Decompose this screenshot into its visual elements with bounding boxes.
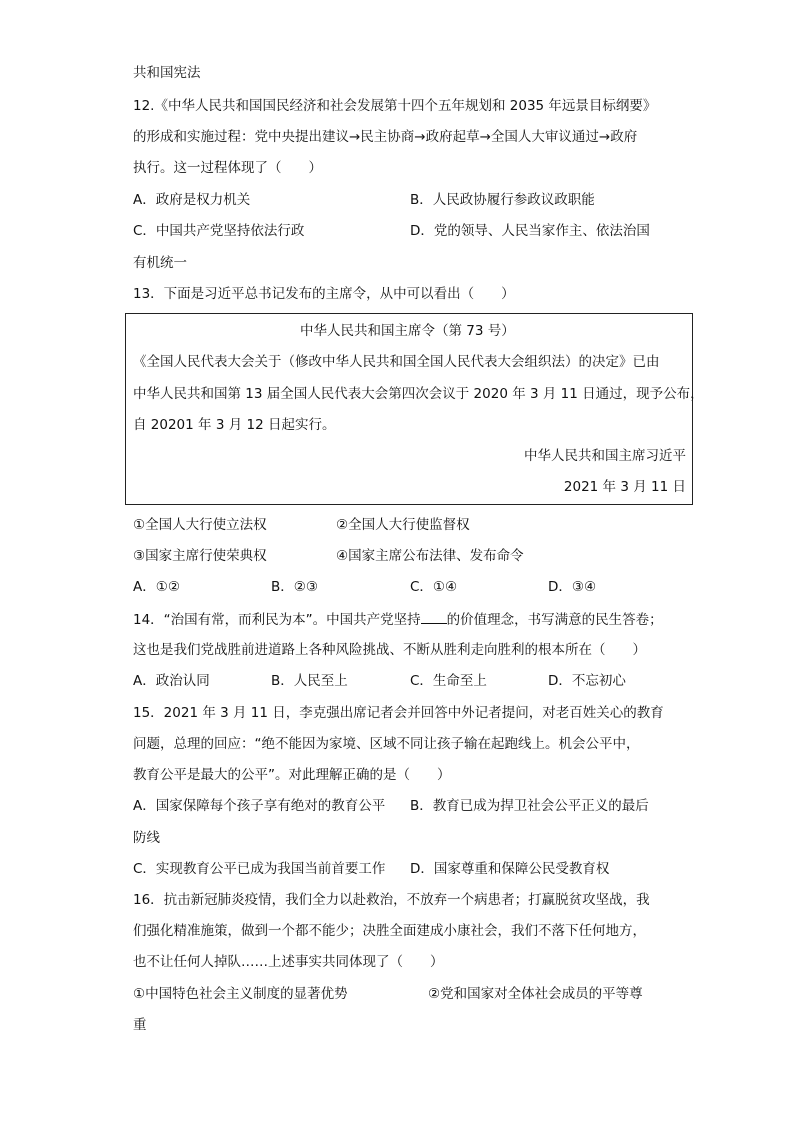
q15-stem-line1: 15．2021 年 3 月 11 日，李克强出席记者会并回答中外记者提问，对老百姓关心的教育 bbox=[133, 705, 664, 721]
q13-option-b[interactable]: B．②③ bbox=[271, 579, 318, 595]
q16-stem-line2: 们强化精准施策，做到一个都不能少；决胜全面建成小康社会，我们不落下任何地方， bbox=[133, 923, 646, 939]
q14-blank[interactable] bbox=[421, 609, 447, 624]
q16-stem-line1: 16．抗击新冠肺炎疫情，我们全力以赴救治，不放弃一个病患者；打赢脱贫攻坚战，我 bbox=[133, 892, 650, 908]
q14-option-d[interactable]: D．不忘初心 bbox=[548, 673, 626, 689]
order-body-line3: 自 20201 年 3 月 12 日起实行。 bbox=[133, 417, 336, 433]
q16-statement-2-cont: 重 bbox=[133, 1017, 147, 1033]
q16-statement-2: ②党和国家对全体社会成员的平等尊 bbox=[428, 986, 643, 1002]
q15-stem-line2: 问题，总理的回应：“绝不能因为家境、区域不同让孩子输在起跑线上。机会公平中， bbox=[133, 736, 640, 752]
order-body-line2: 中华人民共和国第 13 届全国人民代表大会第四次会议于 2020 年 3 月 11 日通过，现予公布， bbox=[133, 386, 704, 402]
q14-option-b[interactable]: B．人民至上 bbox=[271, 673, 348, 689]
q14-stem-part1: 14．“治国有常，而利民为本”。中国共产党坚持 bbox=[133, 612, 421, 628]
prev-question-tail: 共和国宪法 bbox=[133, 65, 201, 81]
q14-option-c[interactable]: C．生命至上 bbox=[410, 673, 487, 689]
q12-option-b[interactable]: B．人民政协履行参政议政职能 bbox=[410, 192, 595, 208]
order-signature: 中华人民共和国主席习近平 bbox=[524, 448, 686, 464]
q12-stem-line1: 12.《中华人民共和国国民经济和社会发展第十四个五年规划和 2035 年远景目标纲要》 bbox=[133, 98, 657, 114]
q16-statement-1: ①中国特色社会主义制度的显著优势 bbox=[133, 986, 348, 1002]
q13-statement-3: ③国家主席行使荣典权 bbox=[133, 548, 267, 564]
q12-option-d-cont: 有机统一 bbox=[133, 255, 187, 271]
q14-option-a[interactable]: A．政治认同 bbox=[133, 673, 210, 689]
q13-option-a[interactable]: A．①② bbox=[133, 579, 180, 595]
q12-option-a[interactable]: A．政府是权力机关 bbox=[133, 192, 251, 208]
q12-option-d[interactable]: D．党的领导、人民当家作主、依法治国 bbox=[410, 223, 650, 239]
order-date: 2021 年 3 月 11 日 bbox=[563, 479, 686, 495]
q15-stem-line3: 教育公平是最大的公平”。对此理解正确的是（ ） bbox=[133, 767, 451, 783]
q14-stem-part2: 的价值理念，书写满意的民生答卷； bbox=[446, 612, 663, 628]
q13-stem: 13．下面是习近平总书记发布的主席令，从中可以看出（ ） bbox=[133, 286, 515, 302]
q13-statement-1: ①全国人大行使立法权 bbox=[133, 517, 267, 533]
q15-option-b-cont: 防线 bbox=[133, 830, 160, 846]
q15-option-c[interactable]: C．实现教育公平已成为我国当前首要工作 bbox=[133, 861, 386, 877]
q13-statement-4: ④国家主席公布法律、发布命令 bbox=[336, 548, 524, 564]
order-body-line1: 《全国人民代表大会关于（修改中华人民共和国全国人民代表大会组织法）的决定》已由 bbox=[133, 354, 660, 370]
q13-option-d[interactable]: D．③④ bbox=[548, 579, 597, 595]
q13-option-c[interactable]: C．①④ bbox=[410, 579, 458, 595]
q15-option-b[interactable]: B．教育已成为捍卫社会公平正义的最后 bbox=[410, 798, 649, 814]
q12-stem-line3: 执行。这一过程体现了（ ） bbox=[133, 160, 322, 176]
q12-option-c[interactable]: C．中国共产党坚持依法行政 bbox=[133, 223, 305, 239]
q14-stem-line2: 这也是我们党战胜前进道路上各种风险挑战、不断从胜利走向胜利的根本所在（ ） bbox=[133, 642, 646, 658]
q16-stem-line3: 也不让任何人掉队……上述事实共同体现了（ ） bbox=[133, 954, 444, 970]
q14-stem-line1 bbox=[133, 609, 663, 630]
q15-option-a[interactable]: A．国家保障每个孩子享有绝对的教育公平 bbox=[133, 798, 386, 814]
q12-stem-line2: 的形成和实施过程：党中央提出建议→民主协商→政府起草→全国人大审议通过→政府 bbox=[133, 129, 638, 145]
q15-option-d[interactable]: D．国家尊重和保障公民受教育权 bbox=[410, 861, 610, 877]
q13-statement-2: ②全国人大行使监督权 bbox=[336, 517, 470, 533]
order-title: 中华人民共和国主席令（第 73 号） bbox=[300, 323, 515, 339]
